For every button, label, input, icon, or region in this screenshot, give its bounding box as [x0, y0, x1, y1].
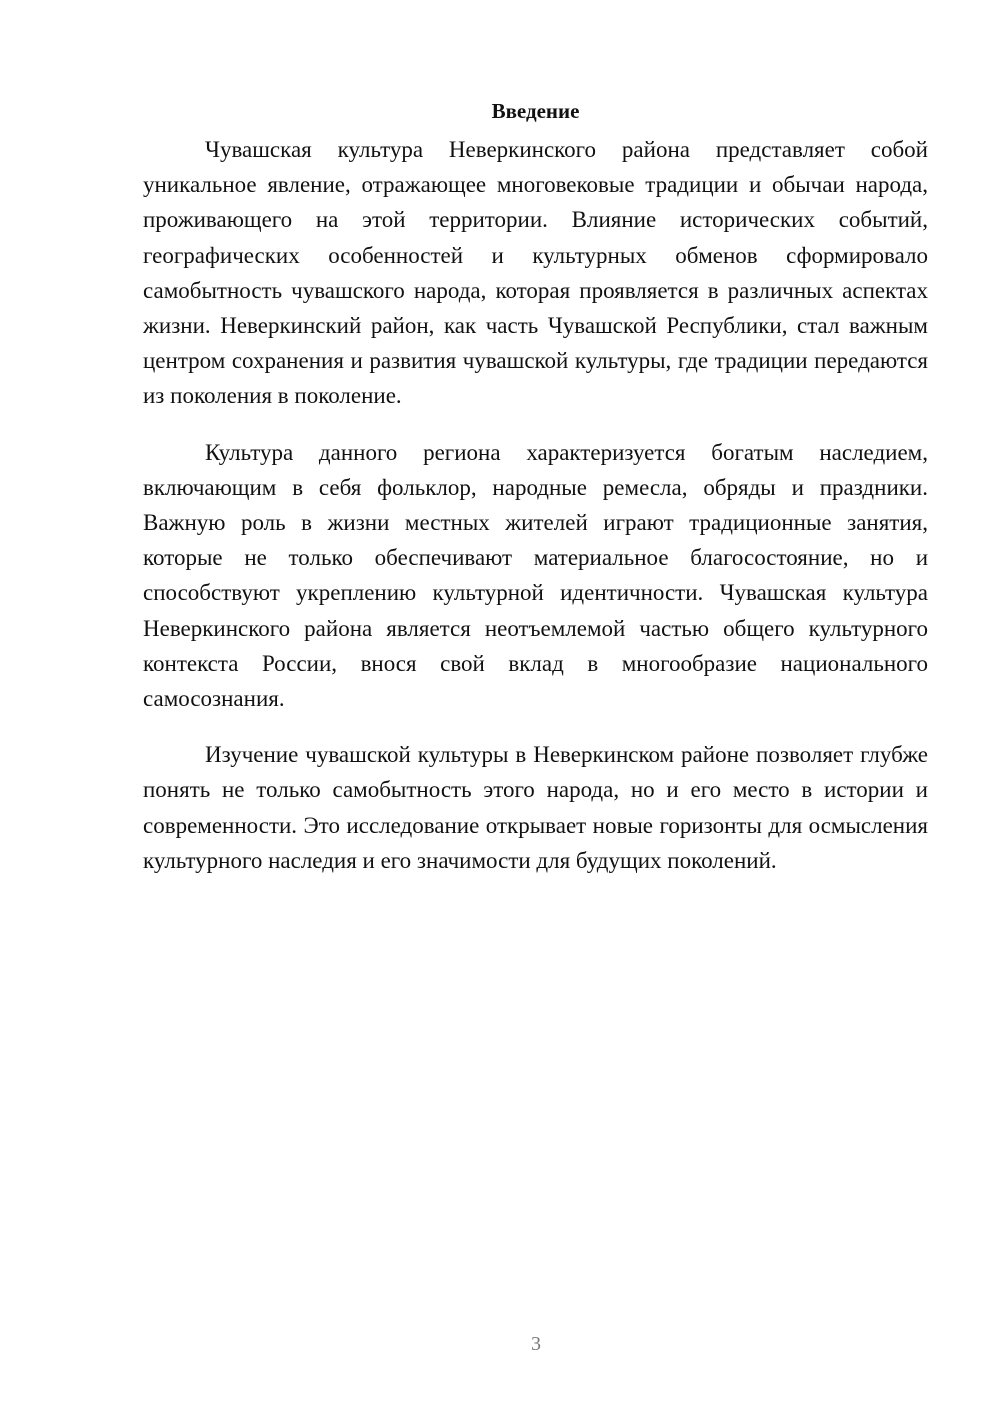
page-content: [143, 96, 928, 878]
section-heading: Введение: [491, 99, 580, 123]
paragraph-3: Изучение чувашской культуры в Неверкинском районе позволяет глубже понять не только самобытность этого народа, но и его место в истории и современности. Это исследование открывает новые горизонты для осмысления культурного наследия и его значимости для будущих поколений.: [143, 742, 928, 873]
page-number: 3: [531, 1333, 541, 1355]
paragraph-2: Культура данного региона характеризуется богатым наследием, включающим в себя фольклор, народные ремесла, обряды и праздники. Важную роль в жизни местных жителей играют традиционные занятия, которые не только обеспечивают материальное благосостояние, но и способствуют укреплению культурной идентичности. Чувашская культура Неверкинского района является неотъемлемой частью общего культурного контекста России, внося свой вклад в многообразие национального самосознания.: [143, 439, 928, 712]
paragraph-1: Чувашская культура Неверкинского района представляет собой уникальное явление, отражающее многовековые традиции и обычаи народа, проживающего на этой территории. Влияние исторических событий, географических особенностей и культурных обменов сформировало самобытность чувашского народа, которая проявляется в различных аспектах жизни. Неверкинский район, как часть Чувашской Республики, стал важным центром сохранения и развития чувашской культуры, где традиции передаются из поколения в поколение.: [143, 137, 928, 409]
